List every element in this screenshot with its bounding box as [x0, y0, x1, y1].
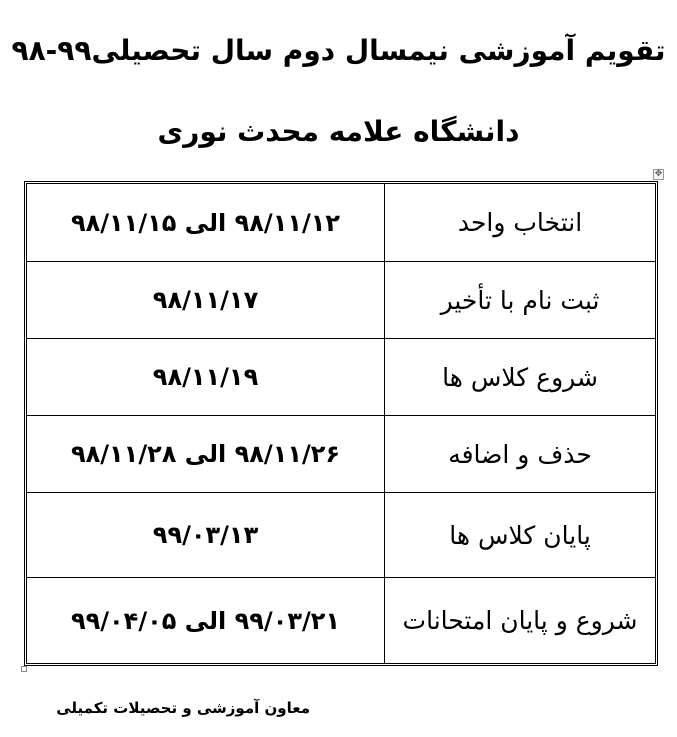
table-row	[27, 184, 655, 262]
event-cell: شروع و پایان امتحانات	[384, 578, 655, 663]
signature-line: معاون آموزشی و تحصیلات تکمیلی	[56, 699, 310, 717]
table-row	[27, 578, 655, 663]
table-row	[27, 339, 655, 416]
table-resize-handle[interactable]	[21, 666, 27, 672]
date-cell: ۹۸/۱۱/۱۹	[152, 363, 259, 391]
document-title: تقویم آموزشی نیمسال دوم سال تحصیلی۹۹-۹۸	[11, 34, 666, 67]
table-row	[27, 493, 655, 578]
table-row	[27, 262, 655, 339]
date-cell: ۹۸/۱۱/۱۲ الی ۹۸/۱۱/۱۵	[70, 208, 341, 237]
university-name: دانشگاه علامه محدث نوری	[157, 115, 520, 148]
event-cell: ثبت نام با تأخیر	[384, 262, 655, 338]
date-cell: ۹۹/۰۳/۲۱ الی ۹۹/۰۴/۰۵	[70, 606, 341, 635]
date-cell: ۹۹/۰۳/۱۳	[152, 521, 259, 549]
event-cell: حذف و اضافه	[384, 416, 655, 492]
table-row	[27, 416, 655, 493]
date-cell: ۹۸/۱۱/۱۷	[152, 286, 259, 314]
event-cell: شروع کلاس ها	[384, 339, 655, 415]
table-move-handle-icon[interactable]: ✥	[654, 169, 663, 179]
date-cell: ۹۸/۱۱/۲۶ الی ۹۸/۱۱/۲۸	[70, 440, 341, 468]
academic-calendar-table	[24, 181, 658, 666]
event-cell: انتخاب واحد	[384, 184, 655, 261]
event-cell: پایان کلاس ها	[384, 493, 655, 577]
